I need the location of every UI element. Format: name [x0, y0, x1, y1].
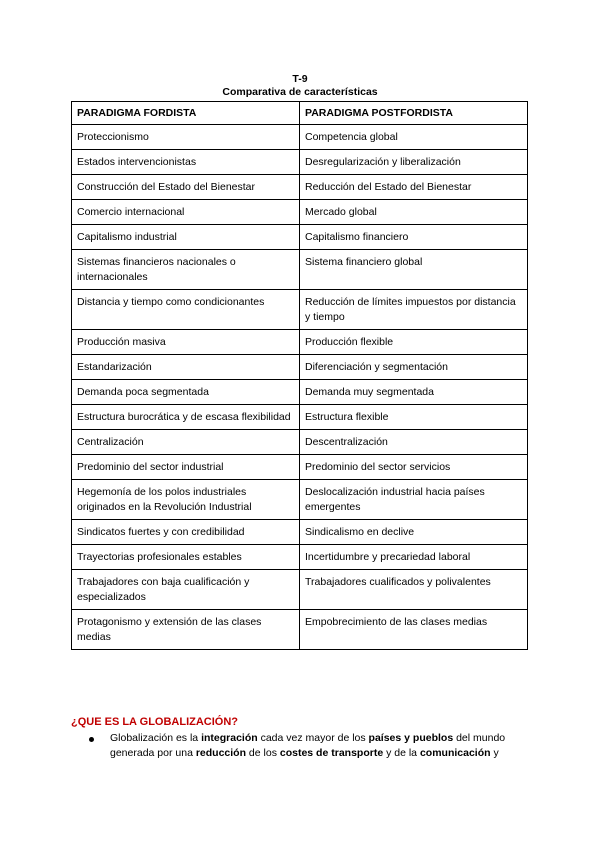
document-code: T-9	[292, 73, 308, 85]
bold-term: integración	[201, 732, 258, 744]
cell-postfordista: Mercado global	[300, 200, 528, 225]
globalization-section	[71, 715, 531, 761]
cell-fordista: Demanda poca segmentada	[72, 380, 300, 405]
table-row	[72, 125, 528, 150]
table-body	[72, 125, 528, 650]
cell-postfordista: Producción flexible	[300, 330, 528, 355]
table-row	[72, 405, 528, 430]
cell-postfordista: Competencia global	[300, 125, 528, 150]
document-subtitle: Comparativa de características	[222, 86, 378, 98]
text-segment: de los	[246, 747, 280, 759]
text-segment: y de la	[383, 747, 420, 759]
cell-fordista: Trabajadores con baja cualificación y especializados	[72, 570, 300, 610]
text-segment: y	[490, 747, 499, 759]
cell-postfordista: Deslocalización industrial hacia países emergentes	[300, 480, 528, 520]
table-row	[72, 380, 528, 405]
table-row	[72, 200, 528, 225]
text-segment: del mundo generada por una	[110, 732, 506, 759]
table-row	[72, 175, 528, 200]
cell-postfordista: Diferenciación y segmentación	[300, 355, 528, 380]
cell-fordista: Protagonismo y extensión de las clases medias	[72, 610, 300, 650]
cell-fordista: Estados intervencionistas	[72, 150, 300, 175]
cell-fordista: Producción masiva	[72, 330, 300, 355]
bold-term: costes de transporte	[279, 747, 384, 759]
table-row	[72, 430, 528, 455]
cell-postfordista: Descentralización	[300, 430, 528, 455]
table-row	[72, 250, 528, 290]
table-row	[72, 570, 528, 610]
title-block	[0, 73, 600, 99]
table-row	[72, 455, 528, 480]
bold-term: comunicación	[419, 747, 491, 759]
cell-postfordista: Capitalismo financiero	[300, 225, 528, 250]
cell-fordista: Sindicatos fuertes y con credibilidad	[72, 520, 300, 545]
cell-fordista: Hegemonía de los polos industriales originados en la Revolución Industrial	[72, 480, 300, 520]
cell-fordista: Estandarización	[72, 355, 300, 380]
cell-postfordista: Trabajadores cualificados y polivalentes	[300, 570, 528, 610]
text-segment: Globalización es la	[110, 732, 202, 744]
table-row	[72, 355, 528, 380]
bullet-list	[71, 731, 531, 761]
table-row	[72, 330, 528, 355]
cell-postfordista: Sistema financiero global	[300, 250, 528, 290]
cell-postfordista: Reducción del Estado del Bienestar	[300, 175, 528, 200]
cell-fordista: Distancia y tiempo como condicionantes	[72, 290, 300, 330]
cell-fordista: Centralización	[72, 430, 300, 455]
text-segment: cada vez mayor de los	[257, 732, 369, 744]
bold-term: reducción	[195, 747, 247, 759]
table-row	[72, 480, 528, 520]
cell-postfordista: Incertidumbre y precariedad laboral	[300, 545, 528, 570]
list-item	[71, 731, 531, 761]
bullet-dot	[89, 737, 94, 742]
column-header-fordista: PARADIGMA FORDISTA	[72, 102, 300, 125]
cell-postfordista: Sindicalismo en declive	[300, 520, 528, 545]
table-row	[72, 225, 528, 250]
cell-fordista: Proteccionismo	[72, 125, 300, 150]
cell-fordista: Trayectorias profesionales estables	[72, 545, 300, 570]
cell-fordista: Comercio internacional	[72, 200, 300, 225]
table-row	[72, 150, 528, 175]
column-header-postfordista: PARADIGMA POSTFORDISTA	[300, 102, 528, 125]
table-header-row	[72, 102, 528, 125]
section-heading: ¿QUE ES LA GLOBALIZACIÓN?	[71, 716, 239, 728]
cell-postfordista: Empobrecimiento de las clases medias	[300, 610, 528, 650]
comparison-table	[71, 101, 528, 650]
table-row	[72, 545, 528, 570]
table-row	[72, 290, 528, 330]
cell-fordista: Estructura burocrática y de escasa flexibilidad	[72, 405, 300, 430]
cell-fordista: Sistemas financieros nacionales o internacionales	[72, 250, 300, 290]
bold-term: países y pueblos	[368, 732, 454, 744]
cell-postfordista: Desregularización y liberalización	[300, 150, 528, 175]
table-row	[72, 610, 528, 650]
cell-fordista: Construcción del Estado del Bienestar	[72, 175, 300, 200]
cell-postfordista: Reducción de límites impuestos por distancia y tiempo	[300, 290, 528, 330]
table-row	[72, 520, 528, 545]
cell-postfordista: Estructura flexible	[300, 405, 528, 430]
cell-postfordista: Demanda muy segmentada	[300, 380, 528, 405]
cell-postfordista: Predominio del sector servicios	[300, 455, 528, 480]
cell-fordista: Predominio del sector industrial	[72, 455, 300, 480]
cell-fordista: Capitalismo industrial	[72, 225, 300, 250]
